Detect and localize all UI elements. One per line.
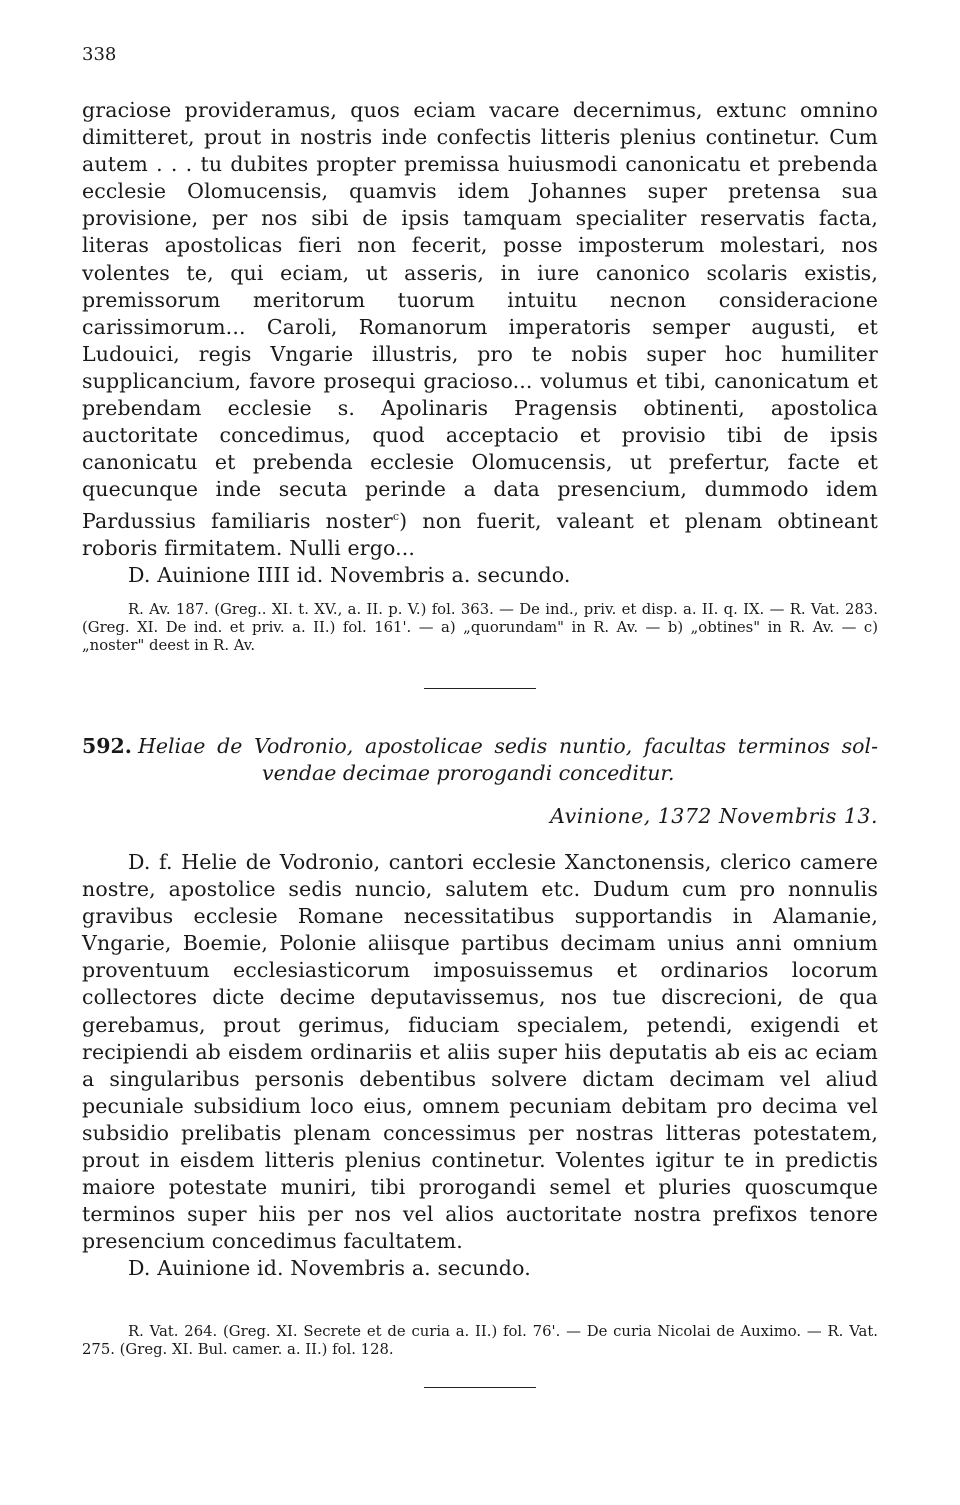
doc592-text: D. f. Helie de Vodronio, cantori ecclesie Xanctonensis, clerico camere nostre, apostolice sedis nuncio, salutem etc. Dudum cum pro nonnulis gravibus ecclesie Romane necessitatibus supportandis in Alamanie, Vngarie, Boemie, Polonie aliisque partibus decimam unius anni omnium proventuum ecclesiasticorum imposuissemus et ordinarios locorum collectores dicte decime deputavissemus, nos tue discrecioni, de qua gerebamus, prout gerimus, fiduciam specialem, petendi, exigendi et recipiendi ab eisdem ordinariis et aliis super hiis deputatis ab eis ac eciam a singularibus personis debentibus solvere dictam decimam vel aliud pecuniale subsidium loco eius, omnem pecuniam debitam pro decima vel subsidio prelibatis plenam concessimus per nostras litteras potestatem, prout in eisdem litteris plenius continetur. Volentes igitur te in predictis maiore potestate muniri, tibi prorogandi semel et pluries quoscumque terminos super hiis per nos vel alios auctoritate nostra prefixos tenore presencium concedimus facultatem. [82, 850, 878, 1254]
doc592-place-date: Avinione, 1372 Novembris 13. [550, 804, 878, 828]
doc592-apparatus [82, 1323, 878, 1359]
doc592-dateline: D. Auinione id. Novembris a. secundo. [128, 1256, 531, 1281]
doc592-body [82, 849, 878, 1283]
doc591-body [82, 97, 878, 590]
doc592-notes: R. Vat. 264. (Greg. XI. Secrete et de curia a. II.) fol. 76'. — De curia Nicolai de Auximo. — R. Vat. 275. (Greg. XI. Bul. camer. a. II.) fol. 128. [82, 1323, 878, 1358]
doc592-title-line2: vendae decimae prorogandi conceditur. [262, 761, 675, 785]
doc592-number: 592. [82, 734, 132, 758]
doc591-text-main: graciose provideramus, quos eciam vacare decernimus, extunc omnino dimitteret, prout in nostris inde confectis litteris plenius continetur. Cum autem . . . tu dubites propter premissa huiusmodi canonicatu et prebenda ecclesie Olomucensis, quamvis idem Johannes super pretensa sua provisione, per nos sibi de ipsis tamquam specialiter reservatis facta, literas apostolicas fieri non fecerit, posse imposterum molestari, nos volentes te, qui eciam, ut asseris, in iure canonico scolaris existis, premissorum meritorum tuorum intuitu necnon consideracione carissimorum... Caroli, Romanorum imperatoris semper augusti, et Ludouici, regis Vngarie illustris, pro te nobis super hoc humiliter supplicancium, favore prosequi gracioso... volumus et tibi, canonicatum et prebendam ecclesie s. Apolinaris Pragensis obtinenti, apostolica auctoritate concedimus, quod acceptacio et provisio tibi de ipsis canonicatu et prebenda ecclesie Olomucensis, ut prefertur, facte et quecunque inde secuta perinde a data presencium, dummodo idem Pardussius familiaris noster [82, 98, 878, 534]
footnote-marker: c [392, 510, 400, 524]
page-number: 338 [82, 44, 117, 65]
section-divider-bottom [424, 1387, 536, 1388]
section-divider [424, 688, 536, 689]
doc591-text-end: ) non fuerit, valeant et plenam obtineant roboris firmitatem. Nulli ergo... [82, 509, 879, 561]
doc591-text [82, 97, 878, 562]
doc591-notes: R. Av. 187. (Greg.. XI. t. XV., a. II. p. V.) fol. 363. — De ind., priv. et disp. a. II. q. IX. — R. Vat. 283. (Greg. XI. De ind. et priv. a. II.) fol. 161'. — a) „quorundam" in R. Av. — b) „obtines" in R. Av. — c) „noster" deest in R. Av. [82, 601, 878, 654]
doc592-title-line1 [82, 733, 878, 760]
doc591-dateline: D. Auinione IIII id. Novembris a. secundo. [128, 563, 571, 588]
doc592-heading [82, 733, 878, 787]
doc591-apparatus [82, 601, 878, 655]
doc592-title-part1: Heliae de Vodronio, apostolicae sedis nuntio, facultas terminos sol- [137, 734, 878, 758]
